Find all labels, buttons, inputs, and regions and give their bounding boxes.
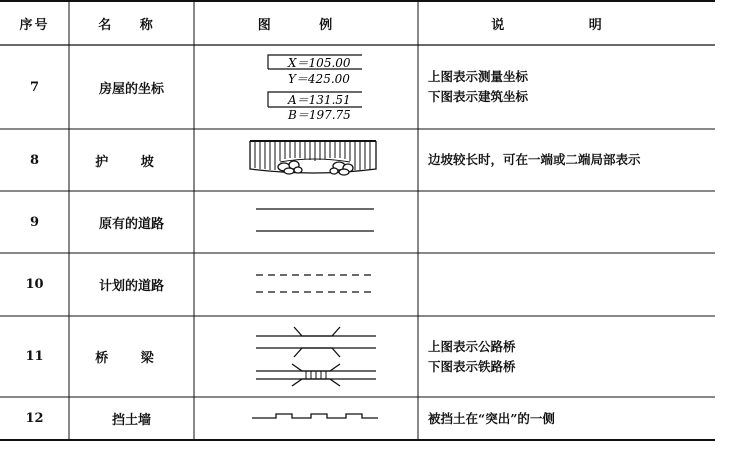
row-11-desc-line-2: 下图表示铁路桥 (428, 358, 516, 374)
row-8-no: 8 (29, 152, 40, 168)
header-legend: 图 例 (257, 17, 355, 33)
slope-protection-symbol (194, 129, 418, 191)
row-8-desc-line-1: 边坡较长时，可在一端或二端局部表示 (428, 152, 641, 167)
row-11-name: 桥 梁 (95, 351, 168, 366)
bridge-symbol (194, 316, 418, 397)
coordinate-symbol (194, 45, 418, 129)
row-11-no: 11 (25, 349, 44, 364)
coord-x: X＝105.00 (288, 56, 351, 70)
row-7-desc-line-1: 上图表示测量坐标 (428, 69, 529, 84)
row-12-desc-line-1: 被挡土在“突出”的一侧 (428, 410, 555, 426)
coord-a: A＝131.51 (288, 93, 351, 107)
header-no: 序号 (19, 17, 50, 33)
row-11-desc-line-1: 上图表示公路桥 (428, 338, 516, 354)
coord-y: Y＝425.00 (288, 72, 350, 86)
retaining-wall-symbol (194, 397, 418, 440)
row-12-desc (418, 397, 715, 440)
row-10-name: 计划的道路 (98, 279, 164, 294)
row-9-no: 9 (29, 214, 40, 230)
row-9-name: 原有的道路 (98, 216, 164, 232)
row-10-no: 10 (25, 277, 44, 292)
row-7-name: 房屋的坐标 (98, 81, 164, 97)
planned-road-symbol (194, 253, 418, 316)
row-12-name: 挡土墙 (111, 413, 151, 428)
header-desc: 说 明 (491, 17, 642, 33)
header-name: 名 称 (98, 17, 165, 33)
existing-road-symbol (194, 191, 418, 253)
coord-b: B＝197.75 (288, 108, 351, 122)
row-7-desc-line-2: 下图表示建筑坐标 (428, 89, 529, 104)
row-8-name: 护 坡 (95, 154, 168, 170)
row-11-desc (418, 316, 715, 397)
row-7-desc (418, 45, 715, 129)
row-12-no: 12 (25, 411, 44, 426)
row-8-desc (418, 129, 715, 191)
row-7-no: 7 (29, 79, 40, 95)
